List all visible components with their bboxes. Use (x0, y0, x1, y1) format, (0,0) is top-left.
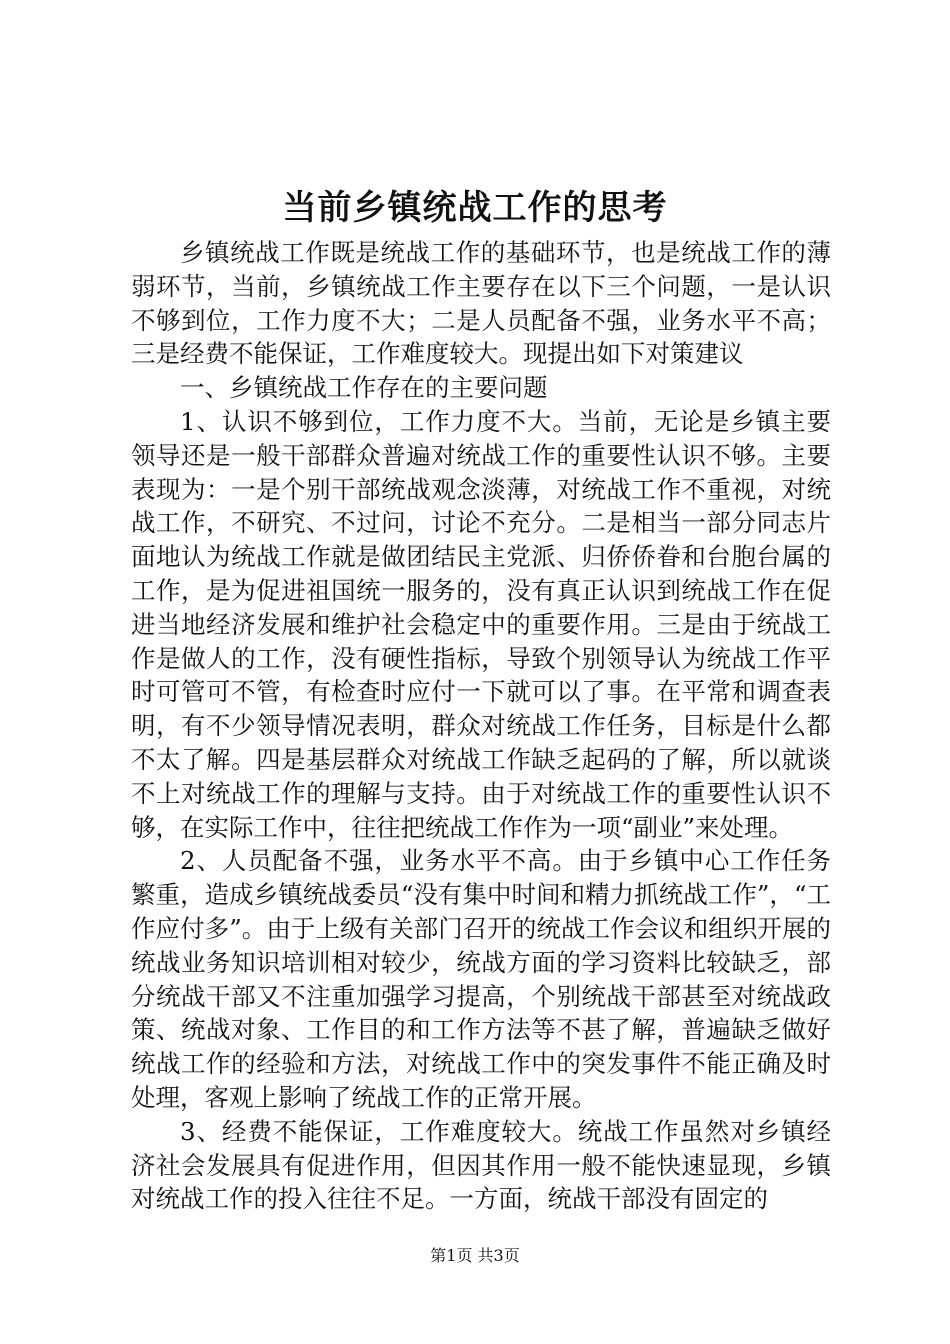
document-title: 当前乡镇统战工作的思考 (282, 188, 668, 228)
problem-1-paragraph: 1、认识不够到位，工作力度不大。当前，无论是乡镇主要领导还是一般干部群众普遍对统战工作的重要性认识不够。主要表现为：一是个别干部统战观念淡薄，对统战工作不重视，对统战工作，不研究、不过问，讨论不充分。二是相当一部分同志片面地认为统战工作就是做团结民主党派、归侨侨眷和台胞台属的工作，是为促进祖国统一服务的，没有真正认识到统战工作在促进当地经济发展和维护社会稳定中的重要作用。三是由于统战工作是做人的工作，没有硬性指标，导致个别领导认为统战工作平时可管可不管，有检查时应付一下就可以了事。在平常和调查表明，有不少领导情况表明，群众对统战工作任务，目标是什么都不太了解。四是基层群众对统战工作缺乏起码的了解，所以就谈不上对统战工作的理解与支持。由于对统战工作的重要性认识不够，在实际工作中，往往把统战工作作为一项“副业”来处理。 (131, 406, 831, 842)
problem-3-paragraph: 3、经费不能保证，工作难度较大。统战工作虽然对乡镇经济社会发展具有促进作用，但因其作用一般不能快速显现，乡镇对统战工作的投入往往不足。一方面，统战干部没有固定的 (131, 1116, 831, 1214)
intro-paragraph: 乡镇统战工作既是统战工作的基础环节，也是统战工作的薄弱环节，当前，乡镇统战工作主要存在以下三个问题，一是认识不够到位，工作力度不大；二是人员配备不强，业务水平不高；三是经费不能保证，工作难度较大。现提出如下对策建议 (131, 238, 831, 369)
problem-2-paragraph: 2、人员配备不强，业务水平不高。由于乡镇中心工作任务繁重，造成乡镇统战委员“没有集中时间和精力抓统战工作”，“工作应付多”。由于上级有关部门召开的统战工作会议和组织开展的统战业务知识培训相对较少，统战方面的学习资料比较缺乏，部分统战干部又不注重加强学习提高，个别统战干部甚至对统战政策、统战对象、工作目的和工作方法等不甚了解，普遍缺乏做好统战工作的经验和方法，对统战工作中的突发事件不能正确及时处理，客观上影响了统战工作的正常开展。 (131, 846, 831, 1112)
page-number-footer: 第1页 共3页 (430, 1246, 520, 1265)
section-heading: 一、乡镇统战工作存在的主要问题 (180, 373, 548, 403)
document-body (131, 236, 831, 1216)
